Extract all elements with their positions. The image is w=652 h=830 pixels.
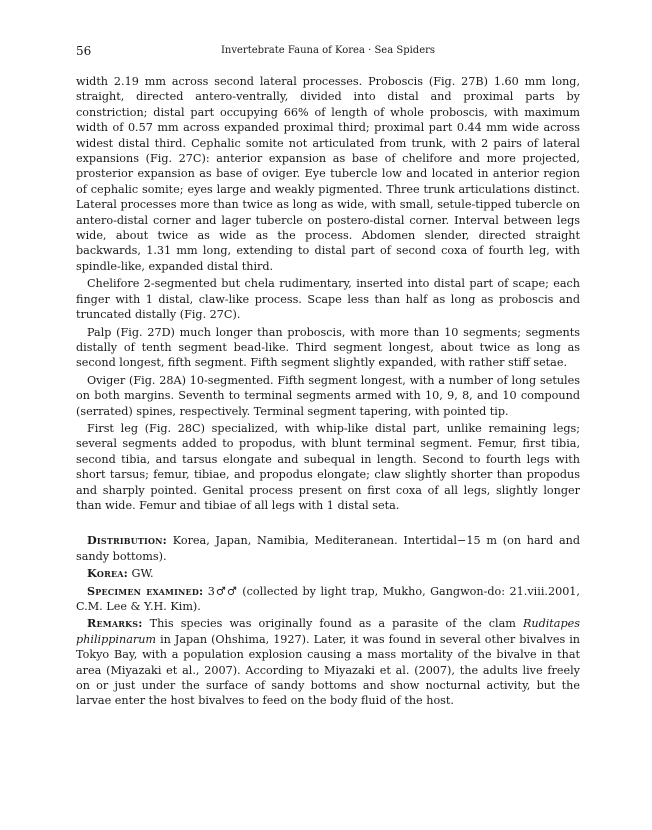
distribution-paragraph bbox=[76, 533, 580, 564]
description-paragraph-legs: First leg (Fig. 28C) specialized, with whip-like distal part, unlike remaining legs; several segments added to propodus, with blunt terminal segment. Femur, first tibia, second tibia, and tarsus elongate and subequal in length. Second to fourth legs with short tarsus; femur, tibiae, and propodus elongate; claw slightly shorter than propodus and sharply pointed. Genital process present on first coxa of all legs, slightly longer than wide. Femur and tibiae of all legs with 1 distal seta. bbox=[76, 421, 580, 512]
running-title: Invertebrate Fauna of Korea · Sea Spiders bbox=[220, 45, 436, 56]
description-paragraph-body: width 2.19 mm across second lateral processes. Proboscis (Fig. 27B) 1.60 mm long, straight, directed antero-ventrally, divided into distal and proximal parts by constriction; distal part occupying 66% of length of whole proboscis, with maximum width of 0.57 mm across expanded proximal third; proximal part 0.44 mm wide across widest distal third. Cephalic somite not articulated from trunk, with 2 pairs of lateral expansions (Fig. 27C): anterior expansion as base of chelifore and more projected, prosterior expansion as base of oviger. Eye tubercle low and located in anterior region of cephalic somite; eyes large and weakly pigmented. Three trunk articulations distinct. Lateral processes more than twice as long as wide, with small, setule-tipped tubercle on antero-distal corner and lager tubercle on postero-distal corner. Interval between legs wide, about twice as wide as the process. Abdomen slender, directed straight backwards, 1.31 mm long, extending to distal part of second coxa of fourth leg, with spindle-like, expanded distal third. bbox=[76, 75, 580, 273]
remarks-text-before: This species was originally found as a parasite of the clam bbox=[142, 617, 523, 631]
specimen-label: Specimen examined: bbox=[87, 583, 204, 598]
description-paragraph-palp: Palp (Fig. 27D) much longer than proboscis, with more than 10 segments; segments distally of tenth segment bead-like. Third segment longest, about twice as long as second longest, fifth segment. Fifth segment slightly expanded, with rather stiff setae. bbox=[76, 325, 580, 370]
description-paragraph-oviger: Oviger (Fig. 28A) 10-segmented. Fifth segment longest, with a number of long setules on both margins. Seventh to terminal segments armed with 10, 9, 8, and 10 compound (serrated) spines, respectively. Terminal segment tapering, with pointed tip. bbox=[76, 373, 580, 418]
page-number: 56 bbox=[76, 44, 92, 58]
distribution-label: Distribution: bbox=[87, 533, 168, 548]
description-paragraph-chelifore: Chelifore 2-segmented but chela rudimentary, inserted into distal part of scape; each finger with 1 distal, claw-like process. Scape less than half as long as proboscis and truncated distally (Fig. 27C). bbox=[76, 277, 580, 322]
korea-label: Korea: bbox=[87, 566, 128, 581]
species-name: Ruditapes philippinarum bbox=[76, 617, 580, 646]
korea-paragraph bbox=[76, 566, 580, 581]
distribution-text: Korea, Japan, Namibia, Mediteranean. Intertidal−15 m (on hard and sandy bottoms). bbox=[76, 534, 580, 563]
page-body bbox=[76, 74, 580, 711]
section-gap bbox=[76, 515, 580, 533]
remarks-label: Remarks: bbox=[87, 616, 143, 631]
remarks-text-after: in Japan (Ohshima, 1927). Later, it was found in several other bivalves in Tokyo Bay, with a population explosion causing a mass mortality of the bivalve in that area (Miyazaki et al., 2007). According to Miyazaki et al. (2007), the adults live freely on or just under the surface of sandy bottoms and show nocturnal activity, but the larvae enter the host bivalves to feed on the body fluid of the host. bbox=[76, 632, 580, 708]
specimen-text: 3♂♂ (collected by light trap, Mukho, Gangwon-do: 21.viii.2001, C.M. Lee & Y.H. Kim). bbox=[76, 584, 580, 613]
korea-text: GW. bbox=[127, 567, 154, 581]
remarks-paragraph bbox=[76, 616, 580, 708]
page-header bbox=[76, 44, 580, 60]
specimen-paragraph bbox=[76, 584, 580, 615]
